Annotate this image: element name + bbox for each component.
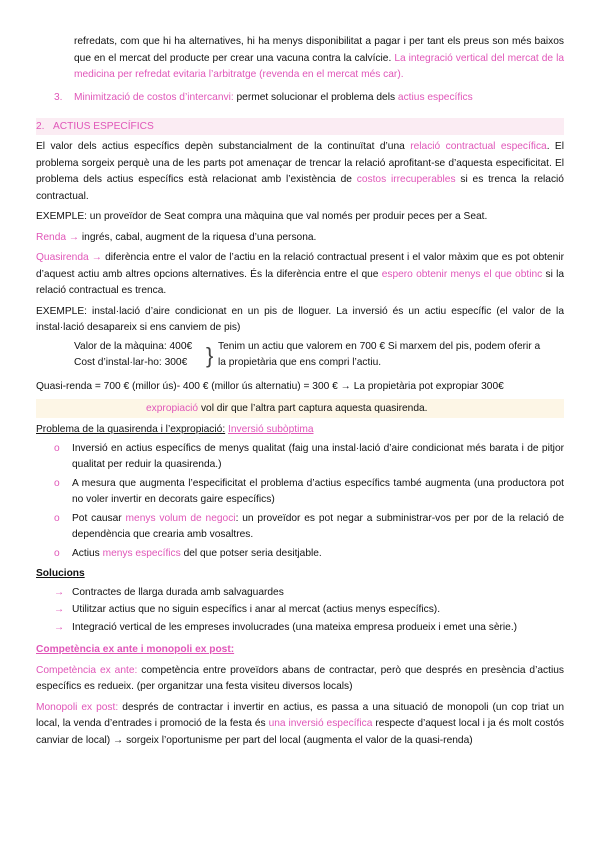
calc-cost-installar: Cost d’instal·lar-ho: 300€ — [74, 357, 188, 368]
section-title: ACTIUS ESPECÍFICS — [53, 121, 154, 132]
ex-post-text-a: després de contractar i invertir en actius, es passa a una situació de monopoli (un cop triat un local, la venda d’entrades i promoció de la festa és — [36, 701, 564, 729]
intro-paragraph — [36, 34, 564, 84]
ex-ante-label: Competència ex ante: — [36, 664, 138, 676]
arrow-icon: → — [54, 604, 65, 615]
circle-bullet-icon: o — [54, 477, 60, 489]
competencia-title: Competència ex ante i monopoli ex post: — [36, 644, 235, 655]
solucions-list — [36, 585, 564, 637]
intro-text: refredats, com que hi ha alternatives, hi ha menys disponibilitat a pagar i per tant els preus son més baixos que en el mercat del producte per crear una vacuna contra la calvície. — [74, 36, 564, 64]
quasirenda-calculation — [36, 379, 564, 396]
example-aire: EXEMPLE: instal·lació d’aire condicionat en un pis de lloguer. La inversió és un actiu específic (el valor de la instal·lació desapareix si ens canviem de pis) — [36, 305, 564, 333]
actius-text-a: El valor dels actius específics depèn substancialment de la continuïtat d’una — [36, 141, 405, 152]
renda-text: ingrés, cabal, augment de la riquesa d’una persona. — [81, 231, 317, 243]
list-item — [36, 476, 564, 509]
list-item — [36, 546, 564, 563]
arrow-icon: → — [54, 621, 65, 633]
list-item-text: Integració vertical de les empreses involucrades (una mateixa empresa produeix i emet una sèrie.) — [72, 621, 518, 633]
list-item — [36, 511, 564, 544]
document-page — [36, 34, 564, 749]
ex-post-text-b: respecte d’aquest local i ja és molt costós canviar de local) — [36, 718, 564, 746]
calc-values — [36, 339, 206, 373]
item-3-pink: actius específics — [397, 91, 473, 103]
list-item-text: A mesura que augmenta l’especificitat el problema d’actius específics també augmenta (una productora pot no voler invertir en decorats gaire específics) — [72, 477, 564, 505]
solucions-title: Solucions — [36, 568, 85, 579]
item-3-label: Minimització de costos d’intercanvi: — [74, 91, 234, 103]
item-3-number: 3. — [54, 91, 63, 103]
list-item-text: Pot causar — [72, 512, 122, 524]
ex-post-label: Monopoli ex post: — [36, 701, 119, 713]
list-item-text: Actius — [72, 547, 100, 559]
list-item-text: Inversió en actius específics de menys qualitat (faig una instal·lació d’aire condicionat més barata i de pitjor qualitat per reduir la quasirenda.) — [72, 442, 564, 470]
section-heading — [36, 118, 564, 135]
calc-valor-maquina: Valor de la màquina: 400€ — [74, 340, 193, 352]
circle-bullet-icon: o — [54, 442, 60, 454]
item-3 — [36, 90, 564, 107]
quasirenda-definition — [36, 250, 564, 300]
list-item — [36, 585, 564, 602]
list-item-text-end: del que potser seria desitjable. — [183, 547, 322, 559]
monopoli-ex-post — [36, 700, 564, 750]
list-item-text-end: : un proveïdor es pot negar a subministrar-vos per por de la relació de dependència que crearia amb vosaltres. — [72, 512, 564, 540]
intro-pink-text: La integració vertical del mercat de la medicina per refredat evitaria l’arbitratge (revenda en el mercat més car). — [74, 52, 564, 80]
competencia-ex-ante — [36, 663, 564, 696]
item-3-text: permet solucionar el problema dels — [236, 91, 396, 103]
circle-bullet-icon: o — [54, 547, 60, 559]
actius-pink-b: costos irrecuperables — [356, 174, 456, 185]
section-number: 2. — [36, 121, 45, 132]
quasirenda-calc-end: La propietària pot expropiar 300€ — [353, 380, 504, 392]
problema-heading — [36, 422, 564, 439]
list-item-text: Contractes de llarga durada amb salvaguardes — [72, 586, 284, 598]
quasirenda-text: diferència entre el valor de l’actiu en la relació contractual present i el valor màxim que es pot obtenir d’aquest actiu amb altres opcions alternatives. És la diferència entre el que — [36, 252, 564, 280]
list-item — [36, 620, 564, 637]
actius-pink-a: relació contractual específica — [410, 141, 547, 152]
arrow-icon: → — [91, 252, 102, 263]
arrow-icon: → — [68, 231, 80, 243]
quasirenda-calc-text: Quasi-renda = 700 € (millor ús)- 400 € (millor ús alternatiu) = 300 € — [36, 380, 338, 392]
problema-list — [36, 441, 564, 563]
arrow-icon: → — [113, 734, 124, 746]
arrow-icon: → — [54, 586, 65, 598]
arrow-icon: → — [340, 380, 351, 392]
expropiacio-label: expropiació — [146, 403, 199, 414]
list-item-pink: menys volum de negoci — [125, 512, 236, 524]
ex-ante-text: competència entre proveïdors abans de contractar, però que després en presència d’actius específics es redueix. (per organitzar una festa visiteu diversos locals) — [36, 664, 564, 692]
calc-note: Tenim un actiu que valorem en 700 € Si marxem del pis, podem oferir a la propietària que ens compri l’actiu. — [218, 340, 541, 368]
list-item-pink: menys específics — [102, 547, 181, 559]
expropiacio-text: vol dir que l’altra part captura aquesta quasirenda. — [200, 403, 428, 414]
renda-definition — [36, 230, 564, 247]
actius-text-b: . El problema sorgeix perquè una de les parts pot amenaçar de trencar la relació aprofitant-se d’aquesta especificitat. El problema dels actius específics està relacionat amb l’existència de — [36, 141, 564, 185]
quasirenda-pink: espero obtenir menys el que obtinc — [381, 268, 543, 280]
brace-icon: } — [206, 342, 214, 368]
quasirenda-end: si la relació contractual es trenca. — [36, 268, 564, 296]
list-item-text: Utilitzar actius que no siguin específics i anar al mercat (actius menys específics). — [72, 604, 441, 615]
renda-label: Renda — [36, 231, 67, 243]
actius-text-c: si es trenca la relació contractual. — [36, 174, 564, 202]
calc-block — [36, 339, 564, 373]
list-item — [36, 441, 564, 474]
list-item — [36, 602, 564, 619]
ex-post-text-c: sorgeix l’oportunisme per part del local (augmenta el valor de la quasi-renda) — [126, 734, 473, 746]
ex-post-pink: una inversió específica — [268, 718, 373, 729]
expropiacio-band — [36, 399, 564, 418]
problema-title: Problema de la quasirenda i l’expropiació: — [36, 424, 226, 435]
quasirenda-label: Quasirenda — [36, 252, 89, 263]
example-seat: EXEMPLE: un proveïdor de Seat compra una màquina que val només per produir peces per a Seat. — [36, 211, 488, 222]
circle-bullet-icon: o — [54, 512, 60, 524]
actius-paragraph — [36, 139, 564, 205]
problema-pink: Inversió subòptima — [228, 424, 314, 435]
